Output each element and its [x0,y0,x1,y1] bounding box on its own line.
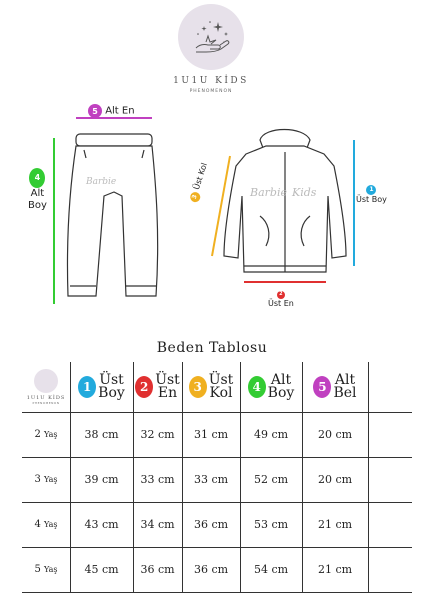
header-num: 3 [189,376,207,398]
grid-line [22,592,412,593]
age-unit: Yaş [44,430,58,439]
alt-en-num: 5 [88,104,102,118]
measurement-diagram [0,96,424,316]
age-number: 2 [34,429,41,440]
table-cell: 33 cm [193,473,229,486]
header-line2: Boy [267,385,295,401]
pants-drawing [67,134,157,296]
table-cell: 21 cm [317,563,353,576]
header-num: 1 [78,376,96,398]
alt-en-text: Alt En [105,105,135,117]
ust-boy-label [356,184,387,205]
hand-sparkle-icon [188,14,234,60]
table-cell: 45 cm [84,563,119,576]
ust-en-num: 2 [277,291,285,299]
mini-logo-emblem [34,369,58,393]
table-cell: 34 cm [140,518,175,531]
header-ust-boy [70,362,133,412]
table-cell: 39 cm [84,473,119,486]
header-ust-kol [182,362,240,412]
age-number: 5 [34,564,41,575]
size-table [22,362,412,592]
ust-boy-text: Üst Boy [356,195,387,204]
table-cell: 38 cm [84,428,119,441]
svg-text:Barbie: Barbie [86,177,117,187]
header-line2: Kol [209,385,233,401]
alt-boy-num: 4 [29,168,45,188]
header-line1: Üst [99,372,124,388]
table-cell: 36 cm [193,518,229,531]
alt-boy-text-1: Alt [30,188,45,199]
header-line1: Alt [270,372,292,388]
header-num: 5 [313,376,331,398]
row-age-5 [22,547,70,592]
header-num: 2 [135,376,153,398]
header-line2: Boy [98,385,125,401]
table-cell: 52 cm [253,473,289,486]
ust-boy-num: 1 [366,185,376,195]
row-age-3 [22,457,70,502]
brand-name: 1U1U KİDS [173,76,249,86]
header-line1: Üst [155,372,180,388]
garment-illustration [0,96,424,316]
header-line1: Üst [208,372,234,388]
header-alt-bel [302,362,368,412]
table-cell: 54 cm [253,563,289,576]
logo-emblem [178,4,244,70]
age-number: 4 [34,519,41,530]
table-cell: 49 cm [253,428,289,441]
table-cell: 33 cm [140,473,175,486]
age-unit: Yaş [44,520,58,529]
brand-logo [173,4,249,96]
table-cell: 20 cm [317,473,353,486]
row-age-4 [22,502,70,547]
ust-kol-text: Üst Kol [191,161,209,191]
header-line1: Alt [334,372,356,388]
header-ust-en [133,362,182,412]
table-cell: 21 cm [317,518,353,531]
alt-en-label [88,104,135,118]
table-corner-logo [22,362,70,412]
header-alt-boy [240,362,302,412]
table-cell: 53 cm [253,518,289,531]
age-number: 3 [34,474,41,485]
jacket-drawing [224,130,346,273]
table-cell: 20 cm [317,428,353,441]
table-cell: 36 cm [193,563,229,576]
alt-boy-text-2: Boy [28,200,47,211]
age-unit: Yaş [44,565,58,574]
mini-logo-tagline: PHENOMENON [32,401,60,405]
table-cell: 31 cm [193,428,229,441]
header-line2: En [157,385,178,401]
mini-logo-brand: 1U1U KİDS [26,395,66,401]
ust-en-text: Üst En [268,298,294,308]
brand-tagline: PHENOMENON [189,89,233,94]
svg-text:Barbie: Barbie [250,186,287,199]
header-num: 4 [248,376,266,398]
table-cell: 32 cm [140,428,175,441]
svg-text:Kids: Kids [292,186,317,199]
age-unit: Yaş [44,475,58,484]
header-line2: Bel [333,385,357,401]
ust-kol-num: 3 [188,191,201,204]
table-cell: 36 cm [140,563,175,576]
alt-boy-label [28,168,47,212]
table-cell: 43 cm [84,518,119,531]
size-table-title: Beden Tablosu [156,340,268,356]
grid-line [368,362,369,592]
row-age-2 [22,412,70,457]
ust-en-label [268,288,294,308]
